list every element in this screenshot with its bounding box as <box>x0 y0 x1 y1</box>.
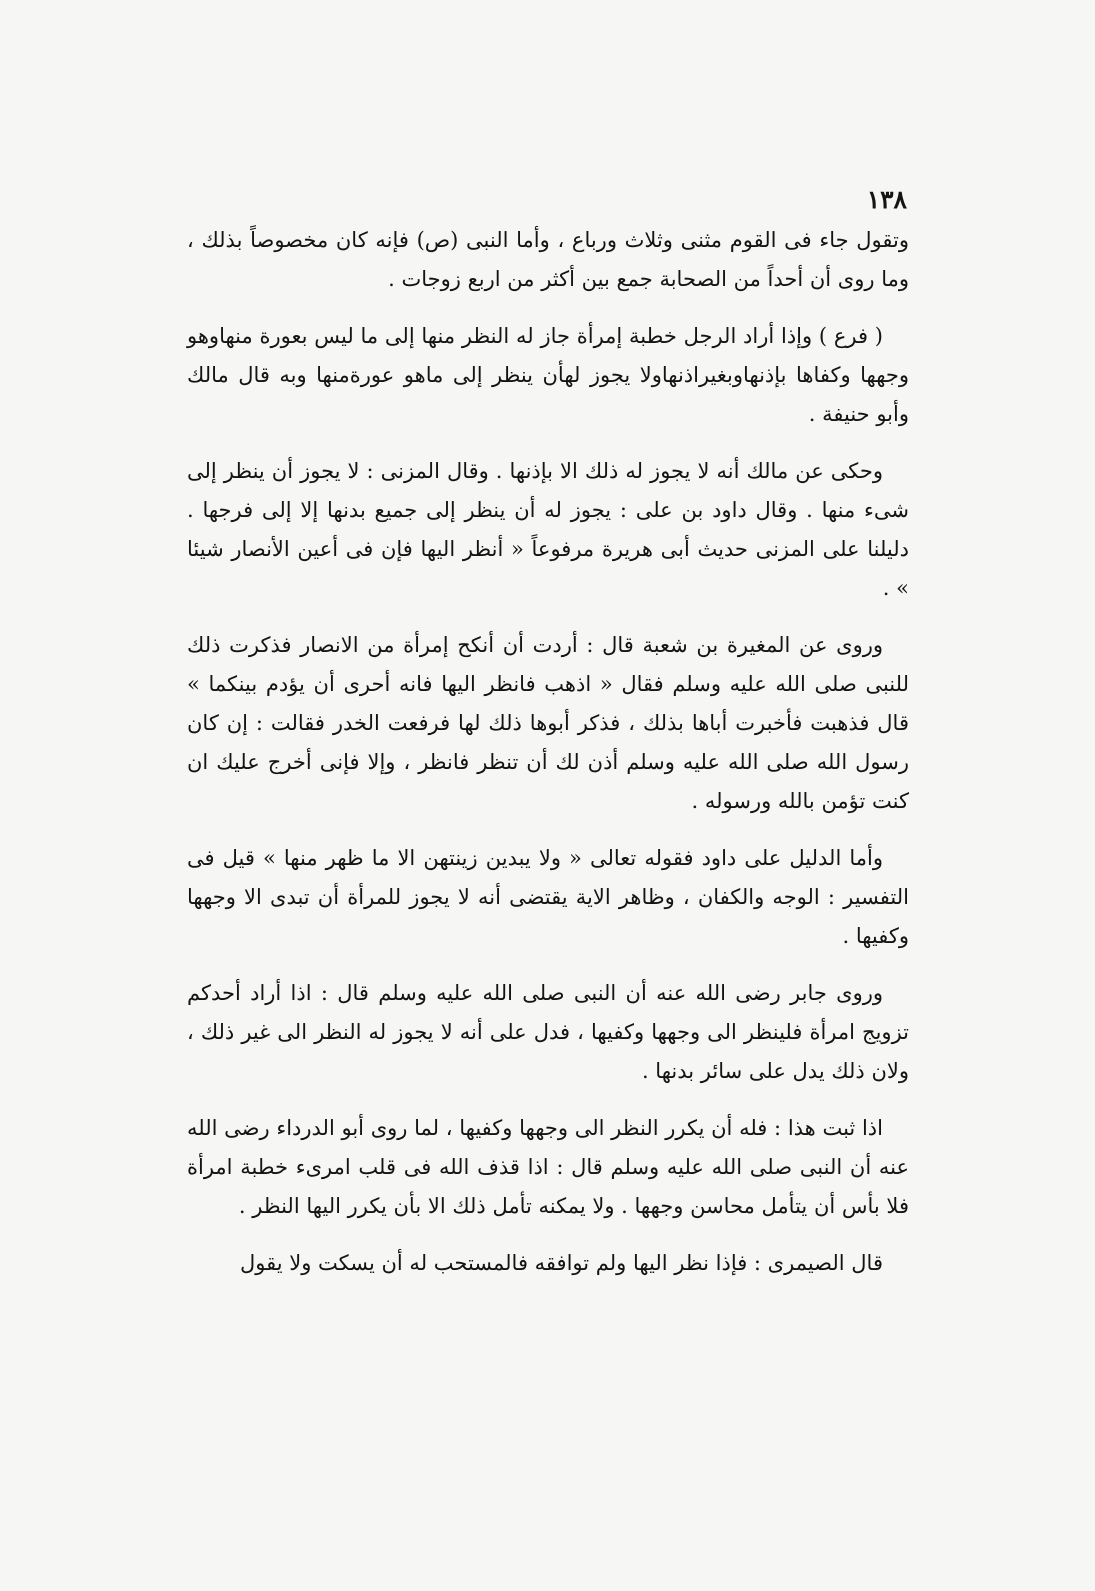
paragraph-6: وروى جابر رضى الله عنه أن النبى صلى الله عليه وسلم قال : اذا أراد أحدكم تزويج امرأة فلينظر الى وجهها وكفيها ، فدل على أنه لا يجوز له النظر الى غير ذلك ، ولان ذلك يدل على سائر بدنها . <box>187 981 909 1083</box>
paragraph-4: وروى عن المغيرة بن شعبة قال : أردت أن أنكح إمرأة من الانصار فذكرت ذلك للنبى صلى الله عليه وسلم فقال « اذهب فانظر اليها فانه أحرى أن يؤدم بينكما » قال فذهبت فأخبرت أباها بذلك ، فذكر أبوها ذلك لها فرفعت الخدر فقالت : إن كان رسول الله صلى الله عليه وسلم أذن لك أن تنظر فانظر ، وإلا فإنى أخرج عليك ان كنت تؤمن بالله ورسوله . <box>187 633 909 813</box>
paragraph-3: وحكى عن مالك أنه لا يجوز له ذلك الا بإذنها . وقال المزنى : لا يجوز أن ينظر إلى شىء منها . وقال داود بن على : يجوز له أن ينظر إلى جميع بدنها إلا إلى فرجها . دليلنا على المزنى حديث أبى هريرة مرفوعاً « أنظر اليها فإن فى أعين الأنصار شيئا » . <box>187 459 909 600</box>
paragraph-8: قال الصيمرى : فإذا نظر اليها ولم توافقه فالمستحب له أن يسكت ولا يقول <box>239 1251 883 1275</box>
paragraph-5: وأما الدليل على داود فقوله تعالى « ولا يبدين زينتهن الا ما ظهر منها » قيل فى التفسير : الوجه والكفان ، وظاهر الاية يقتضى أنه لا يجوز للمرأة أن تبدى الا وجهها وكفيها . <box>187 846 909 948</box>
paragraph-1: وتقول جاء فى القوم مثنى وثلاث ورباع ، وأما النبى (ص) فإنه كان مخصوصاً بذلك ، وما روى أن أحداً من الصحابة جمع بين أكثر من اربع زوجات . <box>187 228 909 291</box>
page-number: ١٣٨ <box>866 185 907 214</box>
paragraph-2: ( فرع ) وإذا أراد الرجل خطبة إمرأة جاز له النظر منها إلى ما ليس بعورة منهاوهو وجهها وكفاها بإذنهاوبغيراذنهاولا يجوز لهأن ينظر إلى ماهو عورةمنها وبه قال مالك وأبو حنيفة . <box>187 324 909 426</box>
paragraph-7: اذا ثبت هذا : فله أن يكرر النظر الى وجهها وكفيها ، لما روى أبو الدرداء رضى الله عنه أن النبى صلى الله عليه وسلم قال : اذا قذف الله فى قلب امرىء خطبة امرأة فلا بأس أن يتأمل محاسن وجهها . ولا يمكنه تأمل ذلك الا بأن يكرر اليها النظر . <box>187 1116 909 1218</box>
page-text-body <box>187 221 909 1301</box>
